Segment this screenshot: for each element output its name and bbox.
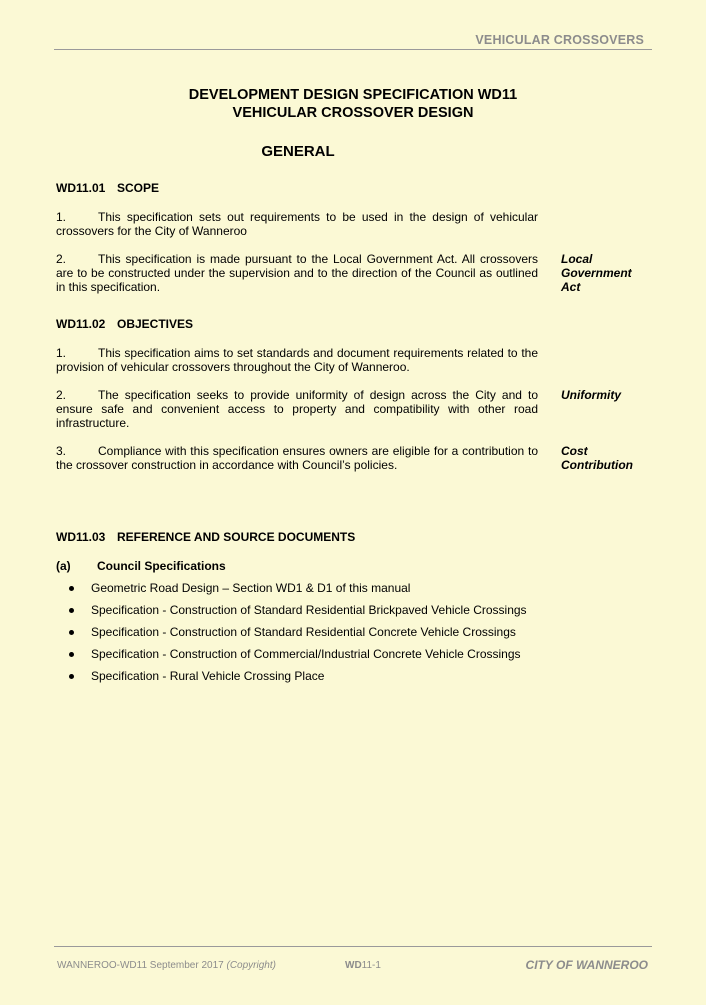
bullet-icon <box>69 608 74 613</box>
paragraph-text: The specification seeks to provide uniformity of design across the City and to ensure safe and convenient access to property and compatibility with other road infrastructure. <box>56 388 538 430</box>
council-specifications-subheading <box>56 559 226 573</box>
header-divider <box>54 49 652 50</box>
document-title-line2: VEHICULAR CROSSOVER DESIGN <box>232 105 474 121</box>
footer-page-number: WD11-1 <box>345 960 381 971</box>
scope-paragraph-1 <box>56 210 538 238</box>
margin-note-cost-contribution: Cost Contribution <box>561 444 633 472</box>
paragraph-text: This specification is made pursuant to the Local Government Act. All crossovers are to be constructed under the supervision and to the direction of the Council as outlined in this specification. <box>56 252 538 294</box>
scope-number: WD11.01 <box>56 181 106 195</box>
objectives-title: OBJECTIVES <box>117 317 194 331</box>
references-title: REFERENCE AND SOURCE DOCUMENTS <box>117 530 356 544</box>
list-item: Specification - Rural Vehicle Crossing Place <box>56 668 527 690</box>
general-heading: GENERAL <box>261 143 335 160</box>
objectives-paragraph-1 <box>56 346 538 374</box>
objectives-number: WD11.02 <box>56 317 106 331</box>
references-heading <box>56 530 355 544</box>
list-item: Specification - Construction of Commercial/Industrial Concrete Vehicle Crossings <box>56 646 527 668</box>
paragraph-text: This specification aims to set standards and document requirements related to the provision of vehicular crossovers throughout the City of Wanneroo. <box>56 346 538 374</box>
paragraph-number: 2. <box>56 252 67 266</box>
subheading-title: Council Specifications <box>97 559 226 573</box>
council-specifications-list <box>56 580 527 690</box>
bullet-icon <box>69 586 74 591</box>
list-item: Geometric Road Design – Section WD1 & D1 of this manual <box>56 580 527 602</box>
footer-document-reference: WANNEROO-WD11 September 2017 (Copyright) <box>57 960 276 971</box>
document-title <box>0 86 706 122</box>
paragraph-number: 1. <box>56 346 67 360</box>
paragraph-number: 1. <box>56 210 67 224</box>
list-item: Specification - Construction of Standard Residential Brickpaved Vehicle Crossings <box>56 602 527 624</box>
scope-heading <box>56 181 159 195</box>
footer-copyright: (Copyright) <box>226 960 276 971</box>
footer-divider <box>54 946 652 947</box>
list-item: Specification - Construction of Standard Residential Concrete Vehicle Crossings <box>56 624 527 646</box>
bullet-icon <box>69 630 74 635</box>
objectives-heading <box>56 317 193 331</box>
references-number: WD11.03 <box>56 530 106 544</box>
subheading-label: (a) <box>56 559 71 573</box>
footer-organisation: CITY OF WANNEROO <box>525 958 648 972</box>
paragraph-number: 2. <box>56 388 67 402</box>
running-header: VEHICULAR CROSSOVERS <box>475 33 644 47</box>
paragraph-number: 3. <box>56 444 67 458</box>
objectives-paragraph-3 <box>56 444 538 472</box>
bullet-icon <box>69 674 74 679</box>
paragraph-text: Compliance with this specification ensures owners are eligible for a contribution to the crossover construction in accordance with Council’s policies. <box>56 444 538 472</box>
scope-paragraph-2 <box>56 252 538 294</box>
paragraph-text: This specification sets out requirements to be used in the design of vehicular crossovers for the City of Wanneroo <box>56 210 538 238</box>
objectives-paragraph-2 <box>56 388 538 430</box>
margin-note-local-government-act: Local Government Act <box>561 252 632 294</box>
margin-note-uniformity: Uniformity <box>561 388 621 402</box>
scope-title: SCOPE <box>117 181 160 195</box>
document-title-line1: DEVELOPMENT DESIGN SPECIFICATION WD11 <box>188 87 518 103</box>
bullet-icon <box>69 652 74 657</box>
